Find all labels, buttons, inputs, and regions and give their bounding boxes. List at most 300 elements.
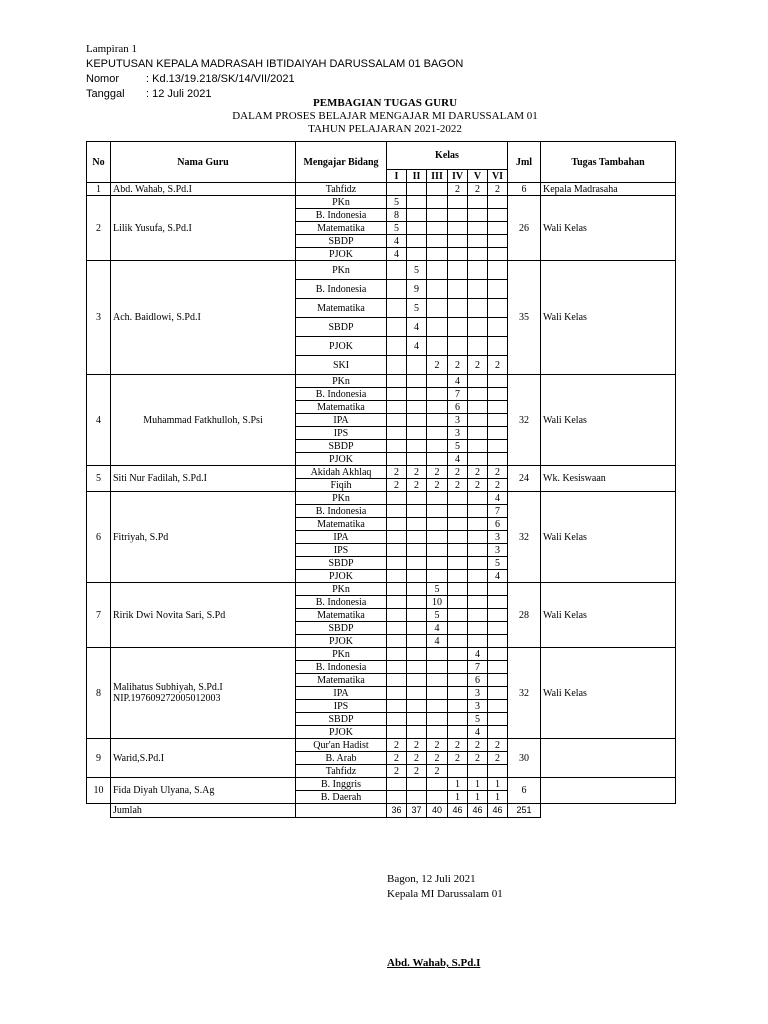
class-hours-cell: [407, 544, 427, 557]
class-hours-cell: 2: [387, 739, 407, 752]
additional-duty: [541, 739, 676, 778]
class-hours-cell: 2: [448, 466, 468, 479]
document-titles: [86, 97, 684, 136]
header-nama: Nama Guru: [111, 142, 296, 183]
class-hours-cell: [488, 261, 508, 280]
class-hours-cell: [488, 635, 508, 648]
class-hours-cell: 1: [468, 778, 488, 791]
class-hours-cell: [488, 401, 508, 414]
table-body: [87, 183, 676, 818]
class-hours-cell: 3: [488, 531, 508, 544]
class-hours-cell: [427, 570, 448, 583]
additional-duty: Wali Kelas: [541, 492, 676, 583]
teacher-no: 8: [87, 648, 111, 739]
class-hours-cell: [407, 248, 427, 261]
class-hours-cell: [448, 235, 468, 248]
additional-duty: Kepala Madrasaha: [541, 183, 676, 196]
class-hours-cell: [427, 248, 448, 261]
class-hours-cell: [488, 609, 508, 622]
subject-name: PKn: [296, 196, 387, 209]
teacher-no: 10: [87, 778, 111, 804]
subject-name: PJOK: [296, 453, 387, 466]
teacher-total-hours: 32: [508, 375, 541, 466]
class-hours-cell: [427, 401, 448, 414]
kelas-col-1: I: [387, 170, 407, 183]
class-hours-cell: [448, 635, 468, 648]
teacher-no: 1: [87, 183, 111, 196]
class-hours-cell: [468, 299, 488, 318]
subject-name: Matematika: [296, 222, 387, 235]
teacher-name: Siti Nur Fadilah, S.Pd.I: [113, 473, 207, 484]
class-hours-cell: [488, 700, 508, 713]
class-hours-cell: [407, 700, 427, 713]
class-hours-cell: [448, 713, 468, 726]
class-hours-cell: [448, 248, 468, 261]
teacher-name: Ach. Baidlowi, S.Pd.I: [113, 312, 201, 323]
class-hours-cell: 3: [468, 700, 488, 713]
subject-name: PKn: [296, 375, 387, 388]
class-hours-cell: [488, 687, 508, 700]
class-hours-cell: [488, 596, 508, 609]
total-blank: [87, 804, 111, 818]
teacher-no: 7: [87, 583, 111, 648]
teacher-name: Ririk Dwi Novita Sari, S.Pd: [113, 609, 226, 621]
class-hours-cell: [407, 583, 427, 596]
class-hours-cell: [468, 261, 488, 280]
class-hours-cell: [488, 713, 508, 726]
subject-name: PKn: [296, 492, 387, 505]
class-hours-cell: [468, 570, 488, 583]
class-hours-cell: 5: [427, 583, 448, 596]
class-hours-cell: [407, 183, 427, 196]
class-hours-cell: [387, 583, 407, 596]
class-hours-cell: 2: [488, 356, 508, 375]
subject-name: SBDP: [296, 318, 387, 337]
class-hours-cell: [427, 661, 448, 674]
class-hours-cell: 10: [427, 596, 448, 609]
class-hours-cell: [468, 196, 488, 209]
class-hours-cell: [468, 635, 488, 648]
subject-name: PKn: [296, 648, 387, 661]
class-hours-cell: 2: [488, 466, 508, 479]
class-hours-cell: 2: [468, 183, 488, 196]
table-row: [87, 492, 676, 505]
nomor-label: Nomor: [86, 73, 120, 85]
class-hours-cell: [407, 570, 427, 583]
total-row: [87, 804, 676, 818]
total-duty-blank: [541, 804, 676, 818]
class-hours-cell: [468, 492, 488, 505]
class-hours-cell: [468, 209, 488, 222]
class-hours-cell: 2: [448, 739, 468, 752]
teacher-name: Fitriyah, S.Pd: [113, 531, 169, 543]
class-hours-cell: 2: [427, 752, 448, 765]
subject-name: PJOK: [296, 248, 387, 261]
subject-name: Qur'an Hadist: [296, 739, 387, 752]
class-hours-cell: 4: [488, 570, 508, 583]
teacher-total-hours: 30: [508, 739, 541, 778]
class-hours-cell: 1: [488, 778, 508, 791]
class-hours-cell: 2: [488, 183, 508, 196]
class-hours-cell: [448, 209, 468, 222]
class-hours-cell: 2: [407, 479, 427, 492]
class-hours-cell: [468, 453, 488, 466]
class-hours-cell: [407, 518, 427, 531]
class-hours-cell: [387, 531, 407, 544]
class-hours-cell: [407, 778, 427, 791]
class-hours-cell: [468, 544, 488, 557]
subject-name: IPS: [296, 544, 387, 557]
class-hours-cell: [488, 235, 508, 248]
title-sub: DALAM PROSES BELAJAR MENGAJAR MI DARUSSALAM 01: [232, 110, 538, 122]
class-hours-cell: [407, 635, 427, 648]
subject-name: PJOK: [296, 337, 387, 356]
kelas-col-6: VI: [488, 170, 508, 183]
class-hours-cell: [488, 337, 508, 356]
class-hours-cell: [488, 583, 508, 596]
class-hours-cell: 5: [387, 196, 407, 209]
class-hours-cell: [488, 222, 508, 235]
class-hours-cell: [387, 700, 407, 713]
class-hours-cell: [387, 375, 407, 388]
grand-total: 251: [508, 804, 541, 818]
teacher-name: Warid,S.Pd.I: [113, 752, 165, 764]
class-hours-cell: [488, 622, 508, 635]
teacher-name-cell: [111, 466, 296, 492]
class-hours-cell: [427, 222, 448, 235]
teacher-name: Malihatus Subhiyah, S.Pd.I: [113, 682, 223, 693]
class-hours-cell: [407, 427, 427, 440]
class-hours-cell: 1: [448, 791, 468, 804]
class-hours-cell: [448, 531, 468, 544]
class-hours-cell: [407, 648, 427, 661]
additional-duty: Wali Kelas: [541, 583, 676, 648]
subject-name: Fiqih: [296, 479, 387, 492]
class-hours-cell: [468, 505, 488, 518]
subject-name: IPS: [296, 700, 387, 713]
class-hours-cell: 2: [488, 752, 508, 765]
class-hours-cell: 4: [448, 375, 468, 388]
class-hours-cell: 1: [448, 778, 468, 791]
subject-name: Matematika: [296, 674, 387, 687]
header-row: [87, 142, 676, 170]
class-hours-cell: [468, 765, 488, 778]
class-hours-cell: [448, 648, 468, 661]
class-hours-cell: [407, 222, 427, 235]
teacher-total-hours: 28: [508, 583, 541, 648]
class-hours-cell: [468, 375, 488, 388]
class-hours-cell: [387, 505, 407, 518]
class-hours-cell: [448, 544, 468, 557]
class-hours-cell: [407, 196, 427, 209]
subject-name: SBDP: [296, 622, 387, 635]
class-hours-cell: 2: [427, 765, 448, 778]
class-hours-cell: [427, 388, 448, 401]
class-hours-cell: [427, 299, 448, 318]
teacher-no: 6: [87, 492, 111, 583]
class-hours-cell: [387, 261, 407, 280]
header-kelas: Kelas: [387, 142, 508, 170]
class-hours-cell: [387, 356, 407, 375]
total-class-cell: 40: [427, 804, 448, 818]
class-hours-cell: 5: [488, 557, 508, 570]
teacher-nip: NIP.197609272005012003: [113, 693, 221, 704]
header-tugas: Tugas Tambahan: [541, 142, 676, 183]
class-hours-cell: [387, 440, 407, 453]
subject-name: Tahfidz: [296, 765, 387, 778]
class-hours-cell: [488, 453, 508, 466]
class-hours-cell: [387, 183, 407, 196]
header-no: No: [87, 142, 111, 183]
teacher-no: 2: [87, 196, 111, 261]
class-hours-cell: [427, 700, 448, 713]
class-hours-cell: 3: [448, 427, 468, 440]
subject-name: IPA: [296, 687, 387, 700]
total-class-cell: 36: [387, 804, 407, 818]
class-hours-cell: [468, 609, 488, 622]
class-hours-cell: [427, 196, 448, 209]
teacher-name: Lilik Yusufa, S.Pd.I: [113, 222, 192, 234]
table-row: [87, 583, 676, 596]
title-year: TAHUN PELAJARAN 2021-2022: [308, 123, 462, 135]
subject-name: PJOK: [296, 726, 387, 739]
class-hours-cell: [468, 596, 488, 609]
table-row: [87, 375, 676, 388]
teacher-total-hours: 26: [508, 196, 541, 261]
class-hours-cell: 1: [468, 791, 488, 804]
subject-name: B. Indonesia: [296, 505, 387, 518]
class-hours-cell: [427, 648, 448, 661]
teacher-name: Fida Diyah Ulyana, S.Ag: [113, 785, 215, 796]
class-hours-cell: 5: [427, 609, 448, 622]
class-hours-cell: 4: [387, 235, 407, 248]
class-hours-cell: [427, 492, 448, 505]
place-date: Bagon, 12 Juli 2021: [387, 873, 476, 885]
class-hours-cell: [468, 235, 488, 248]
class-hours-cell: [448, 661, 468, 674]
table-row: [87, 778, 676, 791]
class-hours-cell: [387, 318, 407, 337]
class-hours-cell: [427, 791, 448, 804]
signer-name: Abd. Wahab, S.Pd.I: [387, 957, 481, 969]
class-hours-cell: [427, 687, 448, 700]
class-hours-cell: [448, 726, 468, 739]
class-hours-cell: [488, 414, 508, 427]
class-hours-cell: [407, 440, 427, 453]
tanggal-value: : 12 Juli 2021: [146, 88, 212, 100]
subject-name: PJOK: [296, 570, 387, 583]
class-hours-cell: [488, 726, 508, 739]
class-hours-cell: [427, 440, 448, 453]
teacher-total-hours: 35: [508, 261, 541, 375]
class-hours-cell: [427, 505, 448, 518]
class-hours-cell: [427, 183, 448, 196]
class-hours-cell: [468, 557, 488, 570]
class-hours-cell: [468, 440, 488, 453]
class-hours-cell: [427, 337, 448, 356]
class-hours-cell: [387, 635, 407, 648]
class-hours-cell: [387, 337, 407, 356]
class-hours-cell: [488, 299, 508, 318]
class-hours-cell: [488, 661, 508, 674]
class-hours-cell: [407, 356, 427, 375]
class-hours-cell: 2: [468, 752, 488, 765]
class-hours-cell: [488, 440, 508, 453]
class-hours-cell: [387, 453, 407, 466]
class-hours-cell: 2: [427, 739, 448, 752]
additional-duty: Wali Kelas: [541, 375, 676, 466]
class-hours-cell: [448, 505, 468, 518]
subject-name: Matematika: [296, 299, 387, 318]
class-hours-cell: [387, 492, 407, 505]
class-hours-cell: [448, 583, 468, 596]
subject-name: Matematika: [296, 401, 387, 414]
class-hours-cell: [448, 622, 468, 635]
class-hours-cell: 2: [407, 739, 427, 752]
class-hours-cell: 1: [488, 791, 508, 804]
table-row: [87, 466, 676, 479]
class-hours-cell: [468, 401, 488, 414]
additional-duty: Wali Kelas: [541, 261, 676, 375]
class-hours-cell: [407, 505, 427, 518]
class-hours-cell: [407, 661, 427, 674]
subject-name: B. Indonesia: [296, 661, 387, 674]
class-hours-cell: [427, 713, 448, 726]
teacher-name-cell: [111, 648, 296, 739]
subject-name: B. Indonesia: [296, 388, 387, 401]
additional-duty: Wali Kelas: [541, 196, 676, 261]
class-hours-cell: [448, 222, 468, 235]
class-hours-cell: [468, 427, 488, 440]
class-hours-cell: [488, 196, 508, 209]
header-bidang: Mengajar Bidang: [296, 142, 387, 183]
total-class-cell: 46: [468, 804, 488, 818]
teacher-no: 4: [87, 375, 111, 466]
class-hours-cell: 5: [468, 713, 488, 726]
class-hours-cell: [407, 531, 427, 544]
class-hours-cell: [448, 318, 468, 337]
class-hours-cell: 4: [448, 453, 468, 466]
kelas-col-2: II: [407, 170, 427, 183]
subject-name: B. Daerah: [296, 791, 387, 804]
class-hours-cell: [387, 726, 407, 739]
teacher-name: Abd. Wahab, S.Pd.I: [113, 183, 193, 195]
class-hours-cell: [427, 557, 448, 570]
table-row: [87, 183, 676, 196]
subject-name: B. Arab: [296, 752, 387, 765]
class-hours-cell: 7: [488, 505, 508, 518]
subject-name: SBDP: [296, 713, 387, 726]
class-hours-cell: 2: [387, 479, 407, 492]
class-hours-cell: [488, 427, 508, 440]
class-hours-cell: 2: [468, 466, 488, 479]
teacher-name-cell: [111, 492, 296, 583]
class-hours-cell: [488, 648, 508, 661]
class-hours-cell: [407, 687, 427, 700]
class-hours-cell: [407, 609, 427, 622]
class-hours-cell: [448, 570, 468, 583]
class-hours-cell: 5: [407, 261, 427, 280]
class-hours-cell: 2: [407, 752, 427, 765]
class-hours-cell: [407, 209, 427, 222]
class-hours-cell: 5: [387, 222, 407, 235]
teacher-name: Muhammad Fatkhulloh, S.Psi: [143, 414, 263, 426]
class-hours-cell: [387, 622, 407, 635]
class-hours-cell: [488, 674, 508, 687]
teacher-total-hours: 32: [508, 492, 541, 583]
class-hours-cell: 2: [448, 752, 468, 765]
class-hours-cell: [427, 261, 448, 280]
subject-name: Matematika: [296, 518, 387, 531]
class-hours-cell: [427, 209, 448, 222]
class-hours-cell: [448, 674, 468, 687]
class-hours-cell: 7: [468, 661, 488, 674]
class-hours-cell: [387, 596, 407, 609]
class-hours-cell: [387, 713, 407, 726]
class-hours-cell: [387, 388, 407, 401]
subject-name: B. Inggris: [296, 778, 387, 791]
document-header: [86, 42, 463, 102]
class-hours-cell: 2: [448, 356, 468, 375]
class-hours-cell: [427, 414, 448, 427]
class-hours-cell: [468, 337, 488, 356]
class-hours-cell: [448, 337, 468, 356]
class-hours-cell: [387, 518, 407, 531]
class-hours-cell: 5: [448, 440, 468, 453]
class-hours-cell: 3: [488, 544, 508, 557]
class-hours-cell: [407, 492, 427, 505]
class-hours-cell: [407, 375, 427, 388]
class-hours-cell: 4: [387, 248, 407, 261]
teacher-no: 9: [87, 739, 111, 778]
class-hours-cell: [407, 388, 427, 401]
class-hours-cell: [407, 596, 427, 609]
class-hours-cell: 2: [427, 479, 448, 492]
class-hours-cell: [488, 248, 508, 261]
class-hours-cell: [407, 713, 427, 726]
class-hours-cell: [468, 531, 488, 544]
subject-name: B. Indonesia: [296, 209, 387, 222]
class-hours-cell: 6: [488, 518, 508, 531]
teacher-name-cell: [111, 375, 296, 466]
class-hours-cell: [427, 427, 448, 440]
class-hours-cell: [387, 544, 407, 557]
class-hours-cell: [427, 674, 448, 687]
class-hours-cell: [387, 778, 407, 791]
class-hours-cell: [427, 726, 448, 739]
class-hours-cell: [488, 375, 508, 388]
class-hours-cell: [448, 280, 468, 299]
decree-title: KEPUTUSAN KEPALA MADRASAH IBTIDAIYAH DARUSSALAM 01 BAGON: [86, 58, 464, 70]
class-hours-cell: 4: [427, 622, 448, 635]
class-hours-cell: 3: [448, 414, 468, 427]
class-hours-cell: [387, 280, 407, 299]
teacher-total-hours: 6: [508, 183, 541, 196]
class-hours-cell: [427, 235, 448, 248]
subject-name: PJOK: [296, 635, 387, 648]
teacher-total-hours: 32: [508, 648, 541, 739]
class-hours-cell: [427, 531, 448, 544]
additional-duty: Wali Kelas: [541, 648, 676, 739]
assignment-table: [86, 141, 676, 818]
class-hours-cell: [427, 318, 448, 337]
class-hours-cell: [387, 570, 407, 583]
class-hours-cell: [448, 557, 468, 570]
class-hours-cell: [387, 609, 407, 622]
class-hours-cell: [427, 544, 448, 557]
subject-name: B. Indonesia: [296, 596, 387, 609]
subject-name: PKn: [296, 261, 387, 280]
